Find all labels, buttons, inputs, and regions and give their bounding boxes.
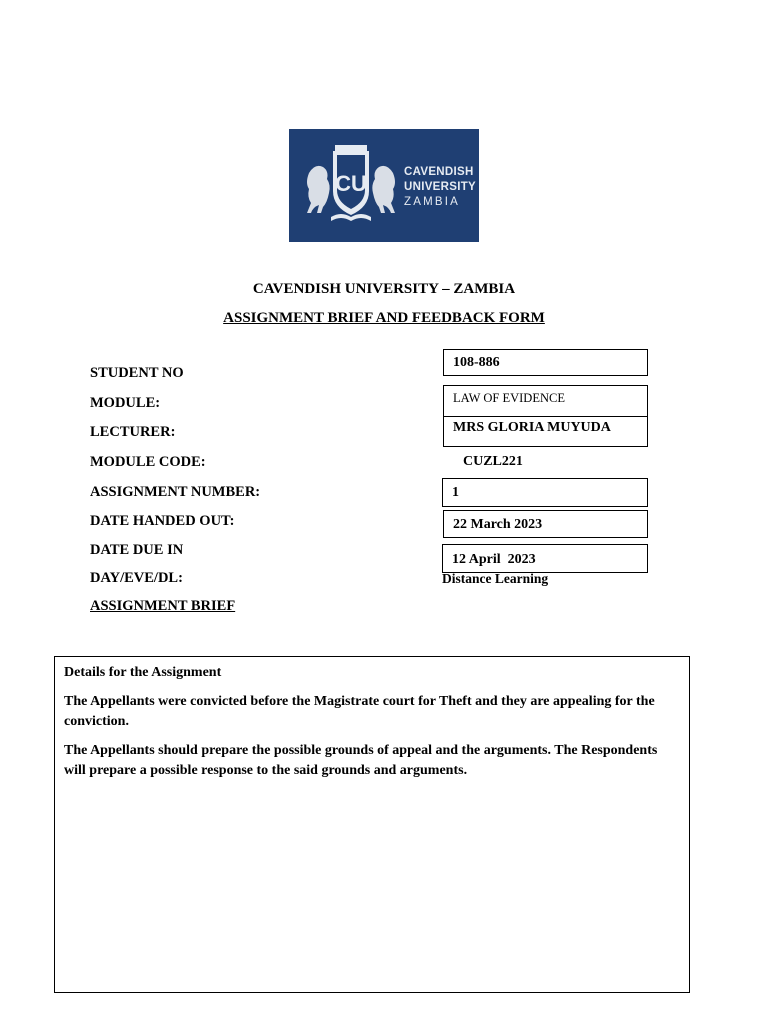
form-title: ASSIGNMENT BRIEF AND FEEDBACK FORM <box>223 310 545 326</box>
crest-icon <box>301 143 401 229</box>
date-due-in-field: 12 April 2023 <box>442 544 648 573</box>
assignment-brief-box <box>54 656 690 993</box>
svg-text:CU: CU <box>335 171 367 196</box>
module-code-value: CUZL221 <box>463 454 523 469</box>
student-no-field: 108-886 <box>443 349 648 376</box>
university-title: CAVENDISH UNIVERSITY – ZAMBIA <box>252 281 516 297</box>
assignment-number-field: 1 <box>442 478 648 507</box>
day-eve-dl-value: Distance Learning <box>442 571 549 586</box>
university-logo <box>289 129 479 242</box>
brief-heading: Details for the Assignment <box>64 665 222 680</box>
brief-paragraph-1: The Appellants were convicted before the Magistrate court for Theft and they are appealing for the conviction. <box>64 694 655 729</box>
assignment-number-label: ASSIGNMENT NUMBER: <box>90 484 261 500</box>
day-eve-dl-label: DAY/EVE/DL: <box>90 570 183 586</box>
date-handed-out-field: 22 March 2023 <box>443 510 648 538</box>
assignment-brief-label: ASSIGNMENT BRIEF <box>90 598 236 614</box>
module-field: LAW OF EVIDENCE <box>443 385 648 417</box>
logo-text-line2: UNIVERSITY <box>404 181 477 193</box>
student-no-label: STUDENT NO <box>90 365 184 381</box>
lecturer-label: LECTURER: <box>90 424 176 440</box>
date-handed-out-label: DATE HANDED OUT: <box>90 513 235 529</box>
lecturer-field: MRS GLORIA MUYUDA <box>443 416 648 447</box>
logo-text-line1: CAVENDISH <box>404 166 474 178</box>
module-label: MODULE: <box>90 395 161 411</box>
brief-paragraph-2: The Appellants should prepare the possible grounds of appeal and the arguments. The Respondents will prepare a possible response to the said grounds and arguments. <box>64 743 658 778</box>
date-due-in-label: DATE DUE IN <box>90 542 184 558</box>
logo-text-line3: ZAMBIA <box>404 196 461 208</box>
module-code-label: MODULE CODE: <box>90 454 206 470</box>
